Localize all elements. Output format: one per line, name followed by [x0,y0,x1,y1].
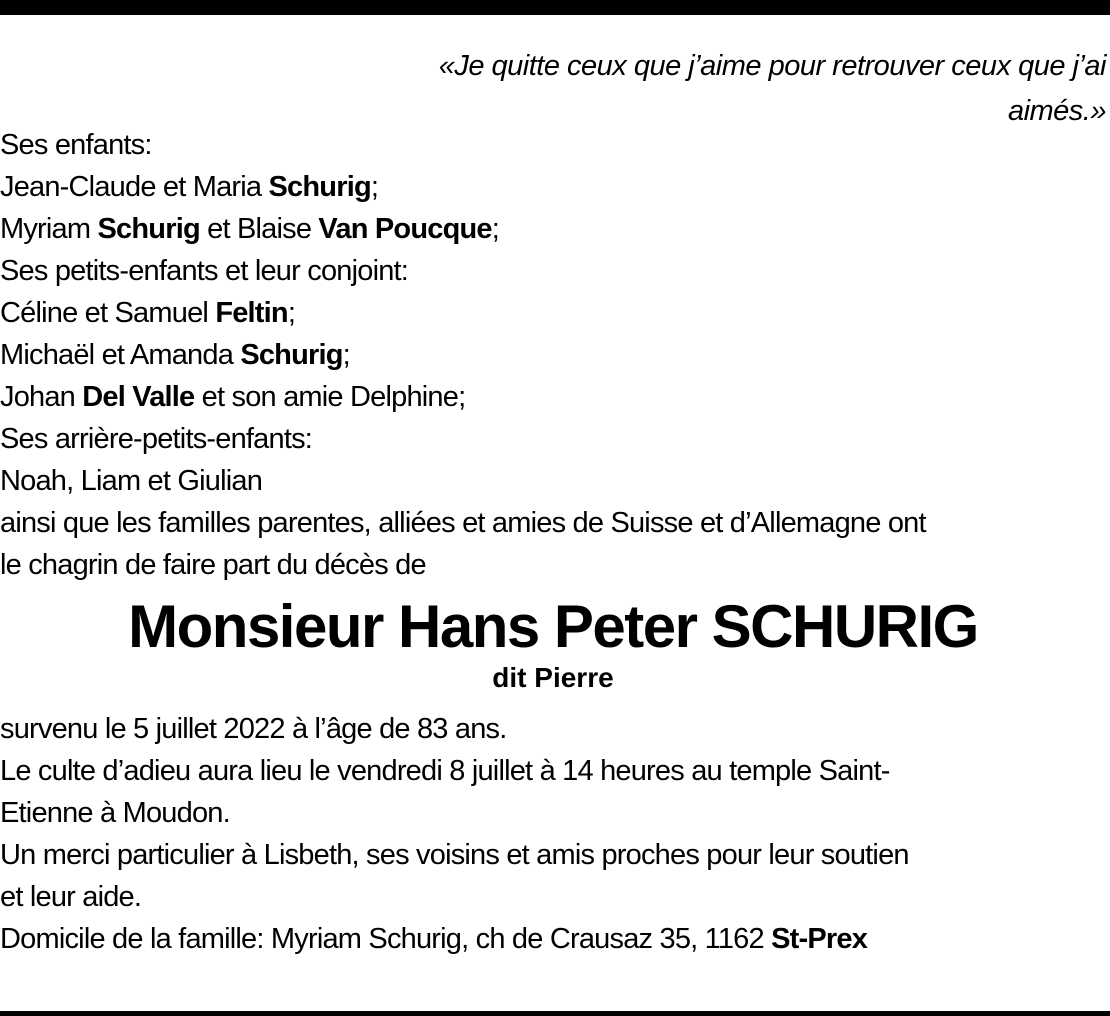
announcement-line: le chagrin de faire part du décès de [0,549,426,581]
deceased-nickname: dit Pierre [492,662,614,693]
family-line: Jean-Claude et Maria Schurig; [0,171,379,203]
quote-line-2: aimés.» [1007,95,1106,127]
obituary-notice [0,40,1106,960]
family-line: Céline et Samuel Feltin; [0,297,296,329]
detail-line: survenu le 5 juillet 2022 à l’âge de 83 ans. [0,713,507,745]
deceased-name: Monsieur Hans Peter SCHURIG [128,593,978,660]
service-details [0,708,1106,960]
detail-line: et leur aide. [0,881,142,913]
children-heading: Ses enfants: [0,129,152,161]
family-list [0,124,1106,586]
family-line: Myriam Schurig et Blaise Van Poucque; [0,213,499,245]
quote-line-1: «Je quitte ceux que j’aime pour retrouver ceux que j’ai [438,50,1106,82]
domicile-line: Domicile de la famille: Myriam Schurig, ch de Crausaz 35, 1162 St-Prex [0,923,868,955]
detail-line: Un merci particulier à Lisbeth, ses voisins et amis proches pour leur soutien [0,839,909,871]
family-line: Noah, Liam et Giulian [0,465,263,497]
detail-line: Le culte d’adieu aura lieu le vendredi 8 juillet à 14 heures au temple Saint- [0,755,890,787]
family-line: Johan Del Valle et son amie Delphine; [0,381,466,413]
great-grandchildren-heading: Ses arrière-petits-enfants: [0,423,313,455]
grandchildren-heading: Ses petits-enfants et leur conjoint: [0,255,409,287]
top-rule [0,0,1110,15]
detail-line: Etienne à Moudon. [0,797,230,829]
family-line: Michaël et Amanda Schurig; [0,339,350,371]
announcement-line: ainsi que les familles parentes, alliées et amies de Suisse et d’Allemagne ont [0,507,926,539]
bottom-rule [0,1011,1110,1016]
